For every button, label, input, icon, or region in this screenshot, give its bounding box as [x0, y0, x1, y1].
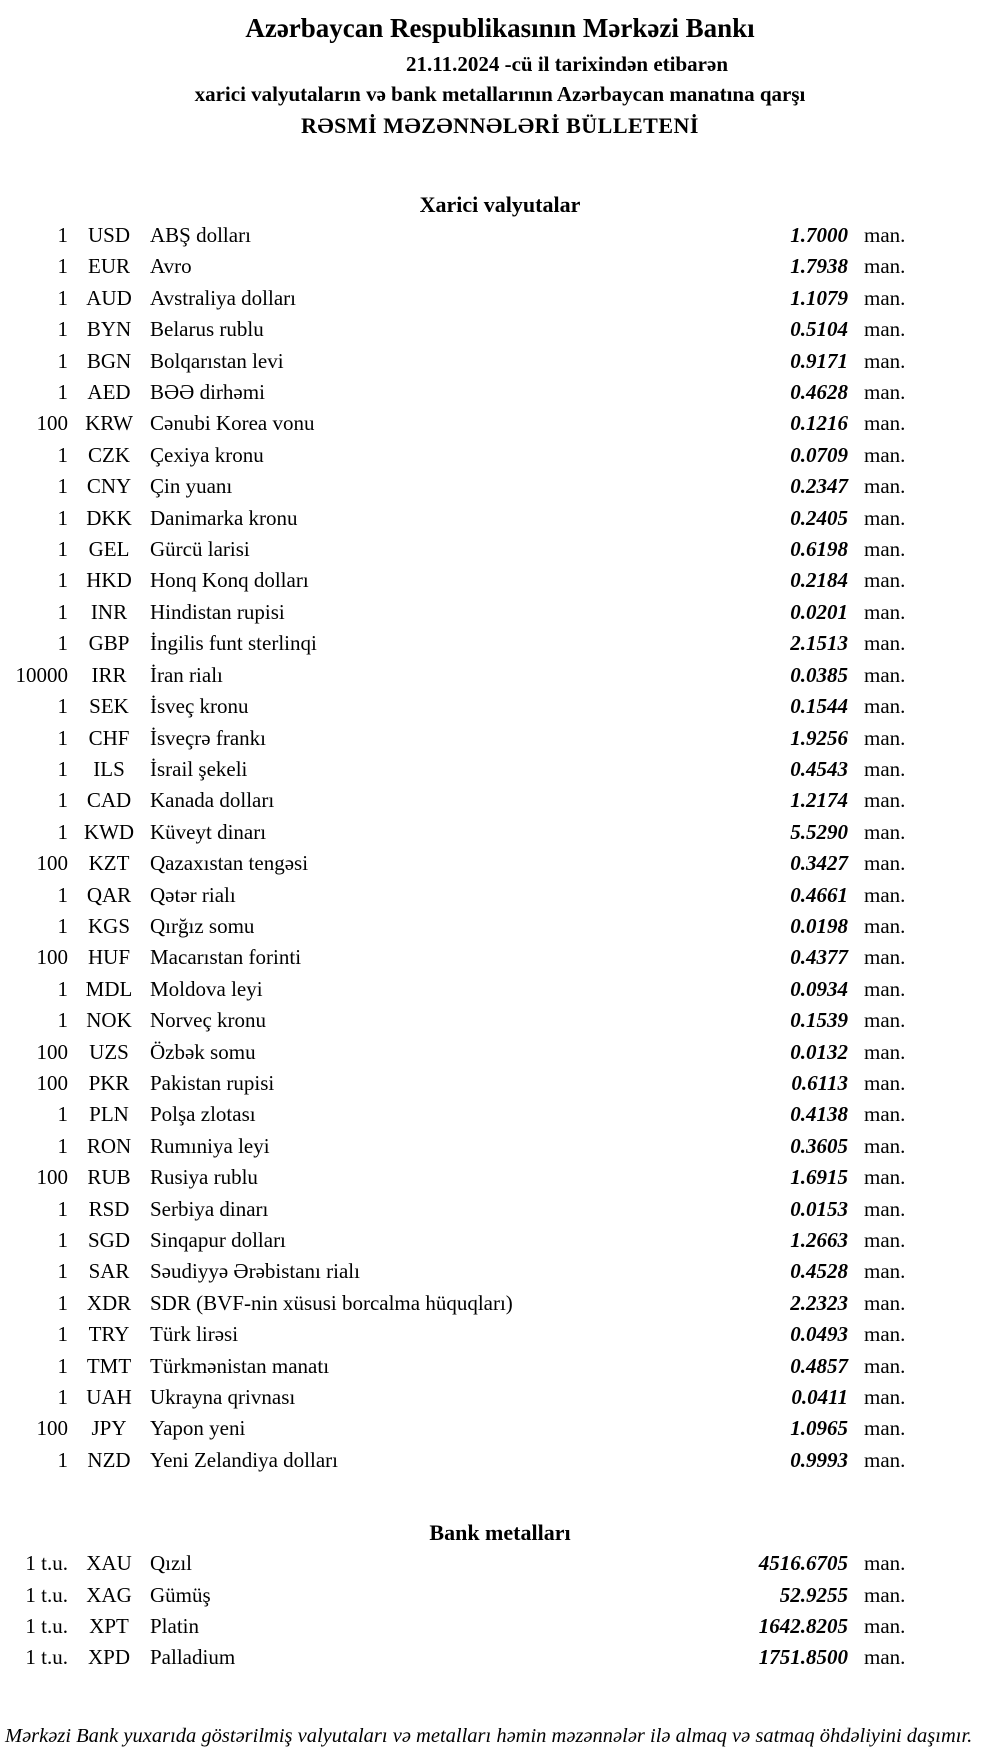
currency-rate-unit: man. [864, 285, 906, 310]
currency-quantity: 1 [57, 1322, 68, 1347]
currency-quantity: 1 [57, 1008, 68, 1033]
currency-quantity: 1 [57, 725, 68, 750]
currency-rate: 0.0934 [790, 976, 848, 1001]
currency-rate: 1.9256 [790, 725, 848, 750]
currency-rate-unit: man. [864, 1416, 906, 1441]
currency-rate-unit: man. [864, 568, 906, 593]
metal-code: XPD [87, 1645, 130, 1670]
currency-code: HUF [87, 945, 130, 970]
currency-name: İran rialı [150, 662, 223, 687]
currency-quantity: 100 [36, 1070, 68, 1095]
currency-name: Moldova leyi [150, 976, 263, 1001]
currency-quantity: 1 [57, 694, 68, 719]
table-row [0, 1037, 915, 1068]
currency-code: GEL [88, 537, 130, 562]
currency-code: BGN [86, 348, 132, 373]
metal-rate-unit: man. [864, 1551, 906, 1576]
currency-code: NZD [87, 1447, 131, 1472]
currency-rate-unit: man. [864, 1070, 906, 1095]
currency-rate-unit: man. [864, 348, 906, 373]
currency-name: Yapon yeni [150, 1416, 246, 1441]
metal-quantity: 1 t.u. [25, 1645, 68, 1670]
currency-rate: 0.4528 [790, 1259, 848, 1284]
currency-rate: 0.6198 [790, 537, 848, 562]
currency-quantity: 1 [57, 474, 68, 499]
currency-rate-unit: man. [864, 694, 906, 719]
currency-rate-unit: man. [864, 945, 906, 970]
table-row [0, 1068, 915, 1099]
currency-name: Honq Konq dolları [150, 568, 309, 593]
currency-name: İngilis funt sterlinqi [150, 631, 317, 656]
currency-name: Hindistan rupisi [150, 599, 285, 624]
currency-rate: 0.0411 [791, 1385, 848, 1410]
table-row [0, 723, 915, 754]
currency-name: Türk lirəsi [150, 1322, 239, 1347]
currency-rate-unit: man. [864, 756, 906, 781]
table-row [0, 597, 915, 628]
currency-rate: 1.0965 [790, 1416, 848, 1441]
metal-rate: 1751.8500 [758, 1645, 848, 1670]
currency-quantity: 1 [57, 1290, 68, 1315]
currency-rate-unit: man. [864, 1447, 906, 1472]
currency-name: Gürcü larisi [150, 537, 250, 562]
table-row [0, 1162, 915, 1193]
currency-rate: 5.5290 [790, 819, 848, 844]
currency-rate-unit: man. [864, 442, 906, 467]
table-row [0, 1580, 915, 1611]
currency-code: KZT [88, 851, 130, 876]
currency-rate: 0.3605 [790, 1133, 848, 1158]
currency-rate: 1.1079 [790, 285, 848, 310]
currency-quantity: 100 [36, 945, 68, 970]
currency-rate: 0.5104 [790, 317, 848, 342]
currency-quantity: 1 [57, 1228, 68, 1252]
currency-code: IRR [91, 662, 127, 687]
currency-name: İsveçrə frankı [150, 725, 267, 750]
currency-name: Belarus rublu [150, 317, 264, 342]
currency-code: KGS [87, 913, 130, 938]
table-row [0, 1225, 915, 1256]
currency-rate-unit: man. [864, 599, 906, 624]
table-row [0, 534, 915, 565]
currency-rate-unit: man. [864, 1196, 906, 1221]
metal-rate-unit: man. [864, 1582, 906, 1607]
table-row [0, 1413, 915, 1444]
table-row [0, 691, 915, 722]
currency-quantity: 1 [57, 1447, 68, 1472]
currency-name: Sinqapur dolları [150, 1228, 286, 1252]
currency-rate: 1.2663 [790, 1228, 848, 1252]
metal-name: Gümüş [150, 1582, 211, 1607]
currency-rate: 0.2347 [790, 474, 848, 499]
currency-name: Yeni Zelandiya dolları [150, 1447, 338, 1472]
table-row [0, 1351, 915, 1382]
currency-name: Çin yuanı [150, 474, 233, 499]
metal-quantity: 1 t.u. [25, 1614, 68, 1639]
currency-quantity: 1 [57, 380, 68, 405]
table-row [0, 1288, 915, 1319]
metal-rate-unit: man. [864, 1614, 906, 1639]
currency-rate-unit: man. [864, 1259, 906, 1284]
table-row [0, 503, 915, 534]
table-row [0, 1642, 915, 1673]
currency-rate: 1.6915 [790, 1165, 848, 1190]
currency-code: MDL [85, 976, 133, 1001]
currency-name: Bolqarıstan levi [150, 348, 284, 373]
currency-code: SAR [88, 1259, 130, 1284]
currency-name: Küveyt dinarı [150, 819, 267, 844]
currency-quantity: 1 [57, 1385, 68, 1410]
currency-rate-unit: man. [864, 380, 906, 405]
metal-quantity: 1 t.u. [25, 1582, 68, 1607]
currency-rate-unit: man. [864, 819, 906, 844]
currency-rate-unit: man. [864, 223, 906, 247]
currency-quantity: 100 [36, 1039, 68, 1064]
currency-rates-table [0, 220, 915, 1476]
table-row [0, 314, 915, 345]
currency-quantity: 1 [57, 1133, 68, 1158]
currency-rate: 0.0153 [790, 1196, 848, 1221]
metal-code: XPT [89, 1614, 129, 1639]
currency-rate-unit: man. [864, 1165, 906, 1190]
metal-quantity: 1 t.u. [25, 1551, 68, 1576]
table-row [0, 220, 915, 251]
currency-rate: 0.1216 [790, 411, 848, 436]
currency-code: AED [87, 380, 131, 405]
table-row [0, 565, 915, 596]
currency-rate: 2.1513 [790, 631, 848, 656]
currency-name: Rumıniya leyi [150, 1133, 270, 1158]
currency-rate: 0.4628 [790, 380, 848, 405]
currency-rate-unit: man. [864, 976, 906, 1001]
currency-name: İsrail şekeli [150, 756, 248, 781]
currency-code: PLN [89, 1102, 129, 1127]
metal-name: Platin [150, 1614, 200, 1639]
currency-rate-unit: man. [864, 725, 906, 750]
currency-code: CAD [86, 788, 132, 813]
table-row [0, 408, 915, 439]
currency-code: GBP [88, 631, 130, 656]
currency-rate: 2.2323 [790, 1290, 848, 1315]
currency-quantity: 1 [57, 882, 68, 907]
table-row [0, 942, 915, 973]
currency-quantity: 1 [57, 631, 68, 656]
currency-code: TRY [88, 1322, 130, 1347]
table-row [0, 1548, 915, 1579]
currency-rate-unit: man. [864, 1102, 906, 1127]
table-row [0, 251, 915, 282]
currency-code: USD [87, 223, 130, 247]
metal-rate-unit: man. [864, 1645, 906, 1670]
currency-code: TMT [86, 1353, 132, 1378]
page-title: Azərbaycan Respublikasının Mərkəzi Bankı [245, 13, 755, 43]
currency-code: INR [90, 599, 128, 624]
currency-code: SEK [89, 694, 129, 719]
currency-name: Macarıstan forinti [150, 945, 302, 970]
table-row [0, 283, 915, 314]
currency-rate-unit: man. [864, 631, 906, 656]
currency-quantity: 100 [36, 851, 68, 876]
currency-rate-unit: man. [864, 254, 906, 279]
currency-rate-unit: man. [864, 537, 906, 562]
metal-rate: 1642.8205 [758, 1614, 848, 1639]
currency-quantity: 100 [36, 1416, 68, 1441]
currency-name: İsveç kronu [150, 694, 249, 719]
currency-quantity: 1 [57, 819, 68, 844]
currency-rate-unit: man. [864, 474, 906, 499]
currency-name: Avstraliya dolları [150, 285, 296, 310]
currency-rate: 0.9993 [790, 1447, 848, 1472]
currency-quantity: 1 [57, 254, 68, 279]
currency-code: CZK [88, 442, 130, 467]
metal-rate: 52.9255 [779, 1582, 848, 1607]
table-row [0, 346, 915, 377]
currency-rate: 0.9171 [790, 348, 848, 373]
currency-rate-unit: man. [864, 1008, 906, 1033]
currency-code: CNY [86, 474, 132, 499]
currency-rate: 0.6113 [791, 1070, 848, 1095]
currency-rate-unit: man. [864, 411, 906, 436]
currency-code: QAR [86, 882, 132, 907]
table-row [0, 848, 915, 879]
currency-rate: 1.7000 [790, 223, 848, 247]
currency-rate: 0.0198 [790, 913, 848, 938]
currency-quantity: 1 [57, 913, 68, 938]
currency-quantity: 100 [36, 1165, 68, 1190]
currency-code: KWD [83, 819, 135, 844]
currency-code: RSD [88, 1196, 130, 1221]
currency-rate: 0.2184 [790, 568, 848, 593]
currency-code: UAH [86, 1385, 132, 1410]
currency-rate: 0.4138 [790, 1102, 848, 1127]
currency-rate: 0.4661 [790, 882, 848, 907]
currency-rate-unit: man. [864, 851, 906, 876]
currency-name: Avro [150, 254, 192, 279]
currency-code: DKK [86, 505, 132, 530]
section-heading-foreign-currencies: Xarici valyutalar [419, 192, 581, 217]
currency-rate-unit: man. [864, 1290, 906, 1315]
currency-rate-unit: man. [864, 662, 906, 687]
currency-quantity: 1 [57, 976, 68, 1001]
currency-quantity: 10000 [15, 662, 68, 687]
currency-quantity: 1 [57, 788, 68, 813]
currency-name: Danimarka kronu [150, 505, 298, 530]
table-row [0, 1611, 915, 1642]
currency-name: ABŞ dolları [150, 223, 251, 247]
currency-rate-unit: man. [864, 1353, 906, 1378]
currency-rate: 0.0385 [790, 662, 848, 687]
currency-rate: 0.0132 [790, 1039, 848, 1064]
table-row [0, 1319, 915, 1350]
currency-quantity: 1 [57, 1196, 68, 1221]
currency-code: PKR [88, 1070, 130, 1095]
table-row [0, 377, 915, 408]
currency-rate-unit: man. [864, 1228, 906, 1252]
currency-quantity: 1 [57, 223, 68, 247]
currency-name: Norveç kronu [150, 1008, 267, 1033]
currency-rate-unit: man. [864, 882, 906, 907]
currency-rate-unit: man. [864, 1133, 906, 1158]
currency-quantity: 1 [57, 599, 68, 624]
currency-quantity: 1 [57, 442, 68, 467]
table-row [0, 974, 915, 1005]
currency-name: Kanada dolları [150, 788, 275, 813]
table-row [0, 440, 915, 471]
currency-code: UZS [89, 1039, 129, 1064]
metal-name: Palladium [150, 1645, 236, 1670]
currency-code: RON [86, 1133, 132, 1158]
currency-quantity: 1 [57, 1259, 68, 1284]
metal-rates-table [0, 1548, 915, 1674]
currency-rate: 1.7938 [790, 254, 848, 279]
currency-quantity: 1 [57, 348, 68, 373]
currency-rate: 0.4543 [790, 756, 848, 781]
currency-name: Qırğız somu [150, 913, 255, 938]
currency-name: Qətər rialı [150, 882, 236, 907]
table-row [0, 660, 915, 691]
currency-name: Ukrayna qrivnası [150, 1385, 296, 1410]
currency-name: BƏƏ dirhəmi [150, 380, 265, 405]
table-row [0, 471, 915, 502]
currency-code: SGD [87, 1228, 130, 1252]
table-row [0, 1005, 915, 1036]
currency-quantity: 1 [57, 1353, 68, 1378]
table-row [0, 1194, 915, 1225]
metal-name: Qızıl [150, 1551, 192, 1576]
currency-name: Pakistan rupisi [150, 1070, 275, 1095]
currency-name: Cənubi Korea vonu [150, 411, 315, 436]
currency-quantity: 1 [57, 568, 68, 593]
currency-rate: 1.2174 [790, 788, 848, 813]
currency-rate: 0.1544 [790, 694, 848, 719]
currency-code: CHF [88, 725, 130, 750]
table-row [0, 785, 915, 816]
currency-name: Türkmənistan manatı [150, 1353, 330, 1378]
currency-rate: 0.4857 [790, 1353, 848, 1378]
currency-code: HKD [86, 568, 132, 593]
currency-code: BYN [86, 317, 132, 342]
currency-quantity: 1 [57, 537, 68, 562]
table-row [0, 911, 915, 942]
currency-rate: 0.1539 [790, 1008, 848, 1033]
currency-name: Özbək somu [150, 1039, 256, 1064]
metal-rate: 4516.6705 [758, 1551, 848, 1576]
table-row [0, 1445, 915, 1476]
currency-code: KRW [85, 411, 133, 436]
metal-code: XAU [86, 1551, 132, 1576]
currency-rate-unit: man. [864, 317, 906, 342]
currency-rate-unit: man. [864, 1385, 906, 1410]
currency-name: Polşa zlotası [150, 1102, 256, 1127]
currency-rate: 0.4377 [790, 945, 848, 970]
table-row [0, 754, 915, 785]
currency-rate: 0.0201 [790, 599, 848, 624]
subtitle-line: xarici valyutaların və bank metallarının Azərbaycan manatına qarşı [194, 82, 806, 106]
section-heading-bank-metals: Bank metalları [429, 1520, 571, 1546]
currency-quantity: 100 [36, 411, 68, 436]
currency-rate-unit: man. [864, 1039, 906, 1064]
currency-rate-unit: man. [864, 505, 906, 530]
currency-quantity: 1 [57, 756, 68, 781]
currency-quantity: 1 [57, 505, 68, 530]
footer-disclaimer: Mərkəzi Bank yuxarıda göstərilmiş valyutaları və metalları həmin məzənnələr ilə almaq və satmaq öhdəliyini daşımır. [5, 1724, 973, 1747]
metal-code: XAG [86, 1582, 132, 1607]
currency-quantity: 1 [57, 285, 68, 310]
currency-name: Qazaxıstan tengəsi [150, 851, 309, 876]
currency-name: Səudiyyə Ərəbistanı rialı [150, 1259, 360, 1284]
table-row [0, 1256, 915, 1287]
currency-code: NOK [86, 1008, 132, 1033]
currency-rate-unit: man. [864, 913, 906, 938]
currency-code: XDR [86, 1290, 132, 1315]
table-row [0, 1382, 915, 1413]
currency-code: ILS [93, 756, 125, 781]
table-row [0, 880, 915, 911]
currency-quantity: 1 [57, 317, 68, 342]
currency-code: AUD [86, 285, 132, 310]
currency-code: RUB [87, 1165, 131, 1190]
currency-rate: 0.0709 [790, 442, 848, 467]
currency-name: Çexiya kronu [150, 442, 264, 467]
bulletin-title-line: RƏSMİ MƏZƏNNƏLƏRİ BÜLLETENİ [301, 113, 699, 138]
currency-name: Serbiya dinarı [150, 1196, 269, 1221]
currency-name: Rusiya rublu [150, 1165, 258, 1190]
effective-date-line: 21.11.2024 -cü il tarixindən etibarən [406, 52, 728, 76]
currency-code: EUR [88, 254, 130, 279]
currency-code: JPY [91, 1416, 127, 1441]
currency-rate: 0.0493 [790, 1322, 848, 1347]
currency-rate: 0.3427 [790, 851, 848, 876]
table-row [0, 817, 915, 848]
table-row [0, 1099, 915, 1130]
table-row [0, 1131, 915, 1162]
currency-quantity: 1 [57, 1102, 68, 1127]
currency-rate: 0.2405 [790, 505, 848, 530]
currency-rate-unit: man. [864, 788, 906, 813]
currency-name: SDR (BVF-nin xüsusi borcalma hüquqları) [150, 1290, 513, 1315]
currency-rate-unit: man. [864, 1322, 906, 1347]
table-row [0, 628, 915, 659]
